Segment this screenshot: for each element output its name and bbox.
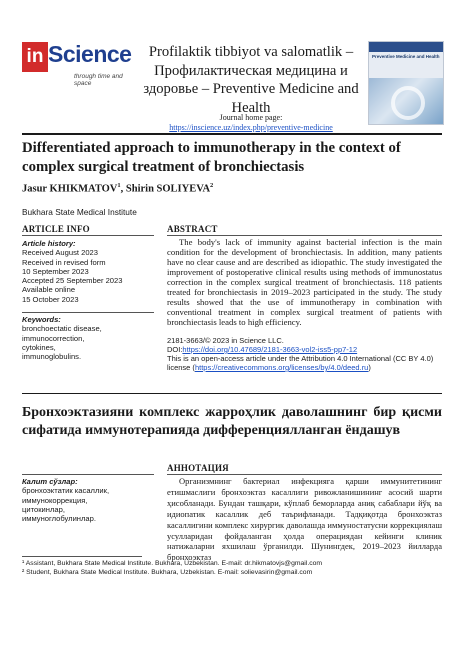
logo-science: Science bbox=[48, 41, 132, 67]
cover-illustration bbox=[369, 78, 443, 124]
annotation-rule bbox=[167, 474, 442, 475]
license-close: ) bbox=[368, 363, 371, 372]
abstract-heading: ABSTRACT bbox=[167, 224, 218, 234]
footnote-2: ² Student, Bukhara State Medical Institute. Bukhara, Uzbekistan. E-mail: solievasirin@gmail.com bbox=[22, 568, 313, 576]
footnotes bbox=[22, 560, 442, 577]
article-info-rule bbox=[22, 235, 154, 236]
uzbek-keyword-item: цитокинлар, bbox=[22, 504, 65, 514]
keyword-item: cytokines, bbox=[22, 342, 56, 352]
doi-line bbox=[167, 345, 442, 354]
uzbek-keywords-block bbox=[22, 477, 154, 523]
journal-title: Profilaktik tibbiyot va salomatlik – Профилактическая медицина и здоровье – Preventive Medicine and Health bbox=[143, 44, 359, 116]
section-divider bbox=[22, 393, 442, 394]
history-label: Article history: bbox=[22, 239, 76, 248]
footnote-rule bbox=[22, 556, 142, 557]
keywords-label: Keywords: bbox=[22, 315, 61, 324]
doi-link[interactable]: https://doi.org/10.47689/2181-3663-vol2-iss5-pp7-12 bbox=[182, 345, 358, 354]
uzbek-keywords-label: Калит сўзлар: bbox=[22, 477, 78, 486]
cover-title: Preventive Medicine and Health bbox=[372, 54, 440, 59]
license-link[interactable]: https://creativecommons.org/licenses/by/4.0/deed.ru bbox=[194, 363, 369, 372]
history-item: Received August 2023 bbox=[22, 248, 98, 258]
authors-line bbox=[22, 182, 213, 195]
article-title: Differentiated approach to immunotherapy in the context of complex surgical treatment of bronchiectasis bbox=[22, 140, 401, 175]
cover-band bbox=[369, 42, 443, 52]
logo-in: in bbox=[22, 42, 48, 72]
article-info-heading: ARTICLE INFO bbox=[22, 224, 90, 234]
history-item: Available online bbox=[22, 285, 76, 295]
history-item: 10 September 2023 bbox=[22, 266, 89, 276]
keywords-rule bbox=[22, 312, 154, 313]
logo-tagline: through time and space bbox=[74, 73, 123, 87]
history-item: Received in revised form bbox=[22, 257, 106, 267]
homepage-link[interactable]: https://inscience.uz/index.php/preventive-medicine bbox=[169, 123, 333, 132]
license-text: This is an open-access article under the Attribution 4.0 International (CC BY 4.0) license ( bbox=[167, 354, 434, 372]
header-divider bbox=[22, 133, 442, 135]
history-item: Accepted 25 September 2023 bbox=[22, 276, 123, 286]
homepage-label: Journal home page: bbox=[219, 113, 283, 122]
keyword-item: immunoglobulins. bbox=[22, 352, 82, 362]
abstract-rule bbox=[167, 235, 442, 236]
license-line bbox=[167, 354, 442, 372]
keyword-item: bronchoectatic disease, bbox=[22, 324, 102, 334]
uzbek-keyword-item: иммунокоррекция, bbox=[22, 495, 88, 505]
publication-meta bbox=[167, 336, 442, 372]
annotation-text: Организмнинг бактериал инфекцияга қарши иммунитетининг етишмаслиги бронхоэктаз касаллиги ривожланишининг асосий шарти ҳисобланади. Бундан ташқари, кўплаб беморларда аниқ сабаблари йўқ ва идиопатик касаллик деб таърифланади. Тадқиқотда бронхоэктаз касаллигини комплекс хирургик даволашда иммуностатусни коррекциялаш усулларидан фойдаланган ҳолда операциядан кейинги клиник натижаларни яхшилаш ўрганилди. Шунингдек, 2019–2023 йилларда бронхоэктаз bbox=[167, 476, 442, 563]
keywords-block bbox=[22, 315, 154, 361]
history-item: 15 October 2023 bbox=[22, 294, 79, 304]
journal-cover-image bbox=[368, 41, 444, 125]
uzbek-keyword-item: иммуноглобулинлар. bbox=[22, 514, 96, 524]
footnote-1: ¹ Assistant, Bukhara State Medical Institute. Bukhara, Uzbekistan. E-mail: dr.hikmatovjs@gmail.com bbox=[22, 560, 323, 567]
author-separator: , bbox=[120, 183, 126, 195]
keyword-item: immunocorrection, bbox=[22, 333, 85, 343]
journal-homepage bbox=[140, 113, 362, 133]
uzbek-keywords-rule bbox=[22, 474, 154, 475]
doi-label: DOI: bbox=[167, 345, 183, 354]
affiliation: Bukhara State Medical Institute bbox=[22, 207, 137, 217]
issn-line: 2181-3663/© 2023 in Science LLC. bbox=[167, 336, 284, 345]
abstract-text: The body's lack of immunity against bacterial infection is the main condition for the development of bronchiectasis. In addition, many patients have no clear cause and are described as idiopathic. The study investigated the improvement of postoperative clinical results using methods of immunostatus correction in the complex surgical treatment of bronchiectasis. 118 patients treated for bronchiectasis in 2019–2023 participated in the study. The study results showed that the use of immunotherapy in combination with conventional treatment in complex surgical treatment of patients with bronchiectasis leads to high efficiency. bbox=[167, 237, 442, 328]
uzbek-keyword-item: бронхоэктатик касаллик, bbox=[22, 486, 110, 496]
author-1: Jasur KHIKMATOV bbox=[22, 183, 118, 195]
uzbek-title: Бронхоэктазияни комплекс жарроҳлик даволашнинг бир қисми сифатида иммунотерапияда дифференциялланган ёндашув bbox=[22, 405, 442, 438]
article-history bbox=[22, 239, 154, 304]
annotation-heading: АННОТАЦИЯ bbox=[167, 463, 229, 473]
author-1-sup: 1 bbox=[117, 182, 121, 189]
author-2: Shirin SOLIYEVA bbox=[125, 183, 211, 195]
author-2-sup: 2 bbox=[210, 182, 214, 189]
publisher-logo bbox=[22, 40, 136, 87]
